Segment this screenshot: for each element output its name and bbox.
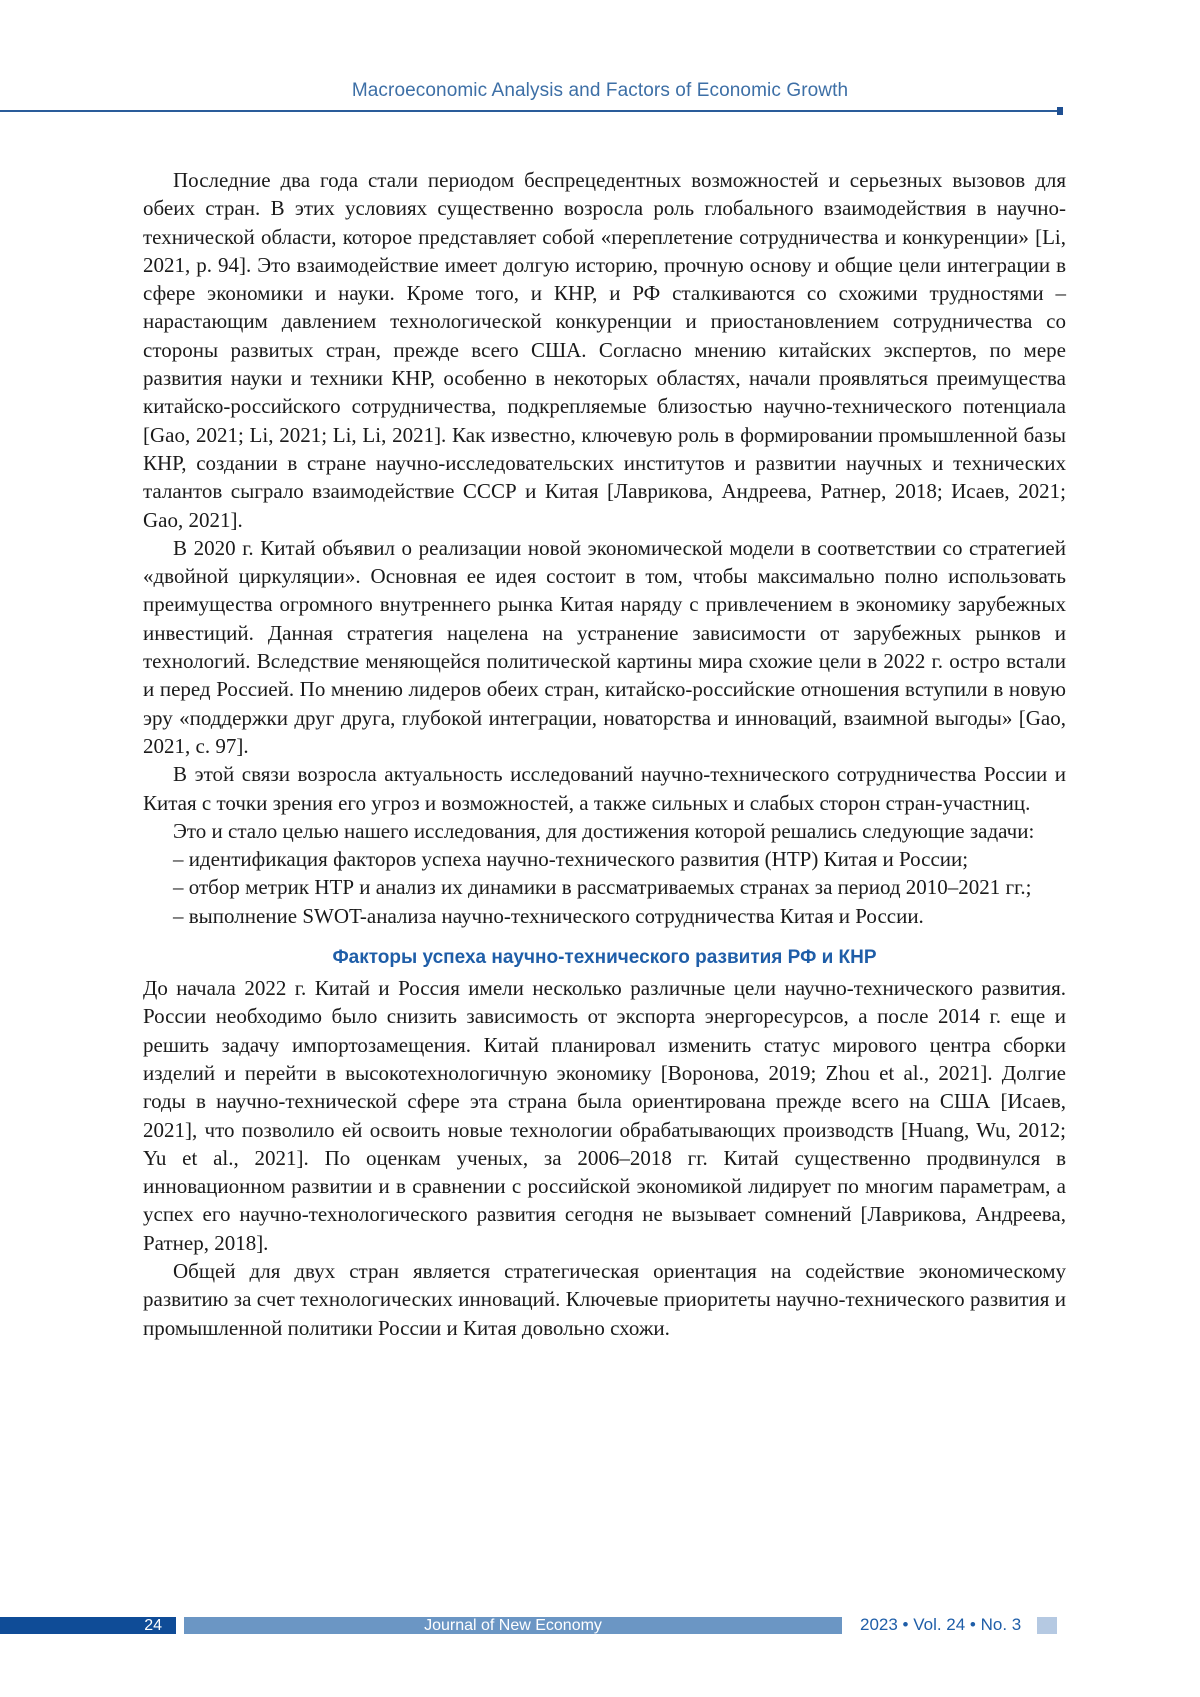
- task-list-item: – отбор метрик НТР и анализ их динамики в рассматриваемых странах за период 2010–2021 гг.;: [173, 875, 1032, 900]
- header-rule-end-marker: [1057, 107, 1063, 115]
- journal-name: Journal of New Economy: [184, 1617, 842, 1634]
- paragraph: В этой связи возросла актуальность исследований научно-технического сотрудничества России и Китая с точки зрения его угроз и возможностей, а также сильных и слабых сторон стран-участниц.: [143, 762, 1066, 815]
- paragraph: Это и стало целью нашего исследования, для достижения которой решались следующие задачи:: [173, 818, 1035, 843]
- task-list-item: – выполнение SWOT-анализа научно-технического сотрудничества Китая и России.: [173, 903, 924, 928]
- page-number: 24: [0, 1617, 176, 1634]
- paragraph: Общей для двух стран является стратегическая ориентация на содействие экономическому развитию за счет технологических инноваций. Ключевые приоритеты научно-технического развития и промышленной политики России и Китая довольно схожи.: [143, 1258, 1066, 1340]
- header-rule: [0, 110, 1058, 112]
- running-title: Macroeconomic Analysis and Factors of Economic Growth: [351, 80, 849, 101]
- task-list-item: – идентификация факторов успеха научно-технического развития (НТР) Китая и России;: [173, 847, 969, 872]
- section-heading: Факторы успеха научно-технического развития РФ и КНР: [332, 947, 877, 969]
- paragraph: Последние два года стали периодом беспрецедентных возможностей и серьезных вызовов для обеих стран. В этих условиях существенно возросла роль глобального взаимодействия в научно-технической области, которое представляет собой «переплетение сотрудничества и конкуренции» [Li, 2021, p. 94]. Это взаимодействие имеет долгую историю, прочную основу и общие цели интеграции в сфере экономики и науки. Кроме того, и КНР, и РФ сталкиваются со схожими трудностями – нарастающим давлением технологической конкуренции и приостановлением сотрудничества со стороны развитых стран, прежде всего США. Согласно мнению китайских экспертов, по мере развития науки и техники КНР, особенно в некоторых областях, начали проявляться преимущества китайско-российского сотрудничества, подкрепляемые близостью научно-технического потенциала [Gao, 2021; Li, 2021; Li, Li, 2021]. Как известно, ключевую роль в формировании промышленной базы КНР, создании в стране научно-исследовательских институтов и развитии научных и технических талантов сыграло взаимодействие СССР и Китая [Лаврикова, Андреева, Ратнер, 2018; Исаев, 2021; Gao, 2021].: [143, 168, 1066, 532]
- article-body: [143, 166, 1066, 1342]
- page-footer: [0, 1617, 1200, 1637]
- paragraph: До начала 2022 г. Китай и Россия имели несколько различные цели научно-технического развития. России необходимо было снизить зависимость от экспорта энергоресурсов, а после 2014 г. еще и решить задачу импортозамещения. Китай планировал изменить статус мирового центра сборки изделий и перейти в высокотехнологичную экономику [Воронова, 2019; Zhou et al., 2021]. Долгие годы в научно-технической сфере эта страна была ориентирована прежде всего на США [Исаев, 2021], что позволило ей освоить новые технологии обрабатывающих производств [Huang, Wu, 2012; Yu et al., 2021]. По оценкам ученых, за 2006–2018 гг. Китай существенно продвинулся в инновационном развитии и в сравнении с российской экономикой лидирует по многим параметрам, а успех его научно-технологического развития сегодня не вызывает сомнений [Лаврикова, Андреева, Ратнер, 2018].: [143, 976, 1066, 1255]
- issue-info: 2023 • Vol. 24 • No. 3: [860, 1615, 1022, 1634]
- footer-decorative-square: [1037, 1617, 1057, 1634]
- paragraph: В 2020 г. Китай объявил о реализации новой экономической модели в соответствии со стратегией «двойной циркуляции». Основная ее идея состоит в том, чтобы максимально полно использовать преимущества огромного внутреннего рынка Китая наряду с привлечением в экономику зарубежных инвестиций. Данная стратегия нацелена на устранение зависимости от зарубежных рынков и технологий. Вследствие меняющейся политической картины мира схожие цели в 2022 г. остро встали и перед Россией. По мнению лидеров обеих стран, китайско-российские отношения вступили в новую эру «поддержки друг друга, глубокой интеграции, новаторства и инноваций, взаимной выгоды» [Gao, 2021, c. 97].: [143, 535, 1066, 758]
